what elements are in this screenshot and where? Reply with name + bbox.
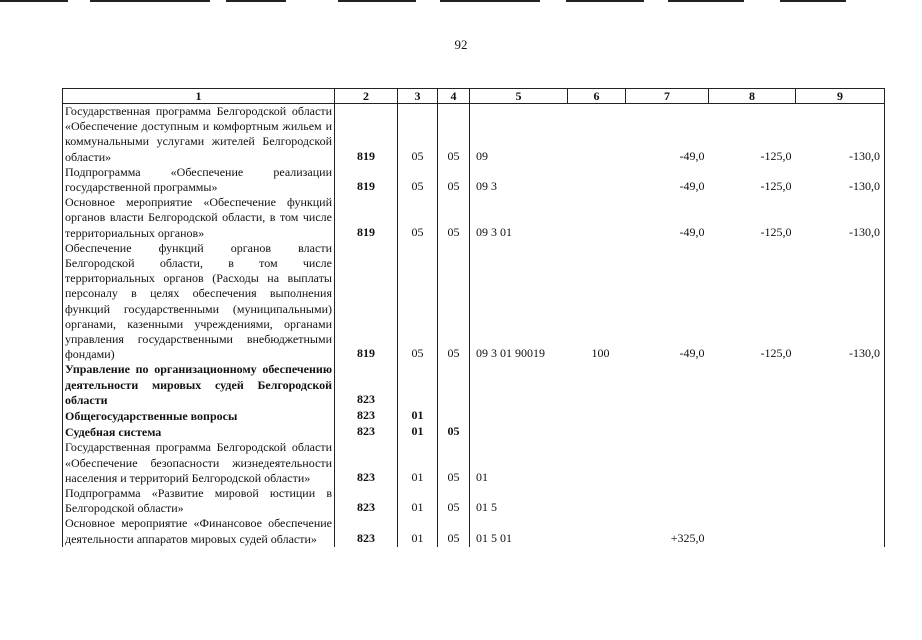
code-target: 01 5 (470, 486, 568, 516)
code-subsection (438, 362, 470, 408)
top-rule-7 (668, 0, 744, 2)
amount-col7: -49,0 (679, 346, 705, 361)
amount-col7: +325,0 (670, 530, 705, 545)
amount-col9: -130,0 (796, 241, 885, 363)
code-expense-type: 100 (591, 346, 610, 361)
code-expense-type (568, 195, 626, 241)
code-subsection: 05 (438, 424, 470, 440)
row-description: Основное мероприятие «Финансовое обеспечение деятельности аппаратов мировых судей области» (63, 516, 335, 546)
header-row (63, 89, 885, 104)
amount-col9 (796, 440, 885, 486)
code-expense-type (568, 440, 626, 486)
amount-col8: -125,0 (760, 148, 792, 163)
amount-col8 (709, 408, 796, 424)
code-target (470, 362, 568, 408)
column-header: 5 (470, 89, 568, 104)
amount-col8: -125,0 (760, 179, 792, 194)
column-header: 6 (568, 89, 626, 104)
code-section: 01 (398, 486, 438, 516)
code-expense-type (568, 486, 626, 516)
top-rule-5 (440, 0, 540, 2)
table-row (63, 241, 885, 363)
code-section: 01 (398, 424, 438, 440)
code-target (470, 408, 568, 424)
table-row (63, 362, 885, 408)
amount-col7: -49,0 (679, 179, 705, 194)
code-admin: 819 (335, 104, 398, 165)
column-header: 8 (709, 89, 796, 104)
table-row (63, 424, 885, 440)
top-rule-8 (780, 0, 846, 2)
amount-col8 (709, 486, 796, 516)
code-target: 09 3 01 (470, 195, 568, 241)
top-rule-1 (0, 0, 68, 2)
code-expense-type (568, 362, 626, 408)
code-section: 01 (398, 408, 438, 424)
row-description: Обеспечение функций органов власти Белгородской области, в том числе территориальных органов (Расходы на выплаты персоналу в целях обеспечения выполнения функций государственными (муниципальными) органами, казенными учреждениями, органами управления государственными внебюджетными фондами) (63, 241, 335, 363)
code-expense-type (568, 408, 626, 424)
code-subsection: 05 (438, 241, 470, 363)
row-description: Государственная программа Белгородской области «Обеспечение доступным и комфортным жильем и коммунальными услугами жителей Белгородской области» (63, 104, 335, 165)
amount-col8 (709, 516, 796, 546)
code-admin: 823 (335, 362, 398, 408)
code-expense-type (568, 165, 626, 195)
code-expense-type (568, 516, 626, 546)
amount-col9 (796, 424, 885, 440)
code-subsection: 05 (438, 516, 470, 546)
amount-col9: -130,0 (796, 104, 885, 165)
code-admin: 819 (335, 241, 398, 363)
code-section: 01 (398, 516, 438, 546)
table-row (63, 165, 885, 195)
row-description: Общегосударственные вопросы (63, 408, 335, 424)
top-rule-4 (338, 0, 416, 2)
code-admin: 819 (335, 165, 398, 195)
column-header: 4 (438, 89, 470, 104)
column-header: 9 (796, 89, 885, 104)
code-admin: 823 (335, 516, 398, 546)
row-description: Основное мероприятие «Обеспечение функций органов власти Белгородской области, в том числе территориальных органов» (63, 195, 335, 241)
column-header: 2 (335, 89, 398, 104)
top-rule-3 (226, 0, 286, 2)
top-rule-2 (90, 0, 210, 2)
code-target: 09 3 (470, 165, 568, 195)
amount-col7 (626, 440, 709, 486)
amount-col8 (709, 424, 796, 440)
top-rule-6 (566, 0, 644, 2)
column-header: 7 (626, 89, 709, 104)
amount-col8: -125,0 (760, 224, 792, 239)
amount-col7: -49,0 (679, 148, 705, 163)
amount-col9 (796, 362, 885, 408)
code-section: 05 (398, 241, 438, 363)
page-number: 92 (454, 37, 468, 52)
code-admin: 823 (335, 408, 398, 424)
code-section: 05 (398, 104, 438, 165)
amount-col7 (626, 486, 709, 516)
amount-col7 (626, 408, 709, 424)
row-description: Подпрограмма «Обеспечение реализации государственной программы» (63, 165, 335, 195)
table-row (63, 486, 885, 516)
amount-col7 (626, 424, 709, 440)
budget-table (62, 88, 885, 547)
amount-col8 (709, 362, 796, 408)
code-subsection: 05 (438, 486, 470, 516)
row-description: Управление по организационному обеспечению деятельности мировых судей Белгородской области (63, 362, 335, 408)
code-target: 01 5 01 (470, 516, 568, 546)
table-row (63, 104, 885, 165)
code-subsection: 05 (438, 195, 470, 241)
code-target (470, 424, 568, 440)
amount-col9: -130,0 (796, 195, 885, 241)
code-subsection (438, 408, 470, 424)
code-section: 05 (398, 165, 438, 195)
code-admin: 823 (335, 486, 398, 516)
row-description: Судебная система (63, 424, 335, 440)
amount-col7 (626, 362, 709, 408)
table-row (63, 440, 885, 486)
code-target: 01 (470, 440, 568, 486)
amount-col9 (796, 516, 885, 546)
amount-col9 (796, 408, 885, 424)
code-expense-type (568, 104, 626, 165)
code-admin: 823 (335, 440, 398, 486)
amount-col9 (796, 486, 885, 516)
column-header: 1 (63, 89, 335, 104)
code-target: 09 (470, 104, 568, 165)
code-admin: 823 (335, 424, 398, 440)
table-row (63, 195, 885, 241)
code-subsection: 05 (438, 104, 470, 165)
code-expense-type (568, 424, 626, 440)
amount-col9: -130,0 (796, 165, 885, 195)
table-row (63, 516, 885, 546)
amount-col8: -125,0 (760, 346, 792, 361)
code-section: 01 (398, 440, 438, 486)
code-section (398, 362, 438, 408)
code-subsection: 05 (438, 165, 470, 195)
row-description: Государственная программа Белгородской области «Обеспечение безопасности жизнедеятельности населения и территорий Белгородской области» (63, 440, 335, 486)
row-description: Подпрограмма «Развитие мировой юстиции в Белгородской области» (63, 486, 335, 516)
amount-col7: -49,0 (679, 224, 705, 239)
table-row (63, 408, 885, 424)
code-subsection: 05 (438, 440, 470, 486)
column-header: 3 (398, 89, 438, 104)
code-admin: 819 (335, 195, 398, 241)
amount-col8 (709, 440, 796, 486)
code-section: 05 (398, 195, 438, 241)
code-target: 09 3 01 90019 (470, 241, 568, 363)
